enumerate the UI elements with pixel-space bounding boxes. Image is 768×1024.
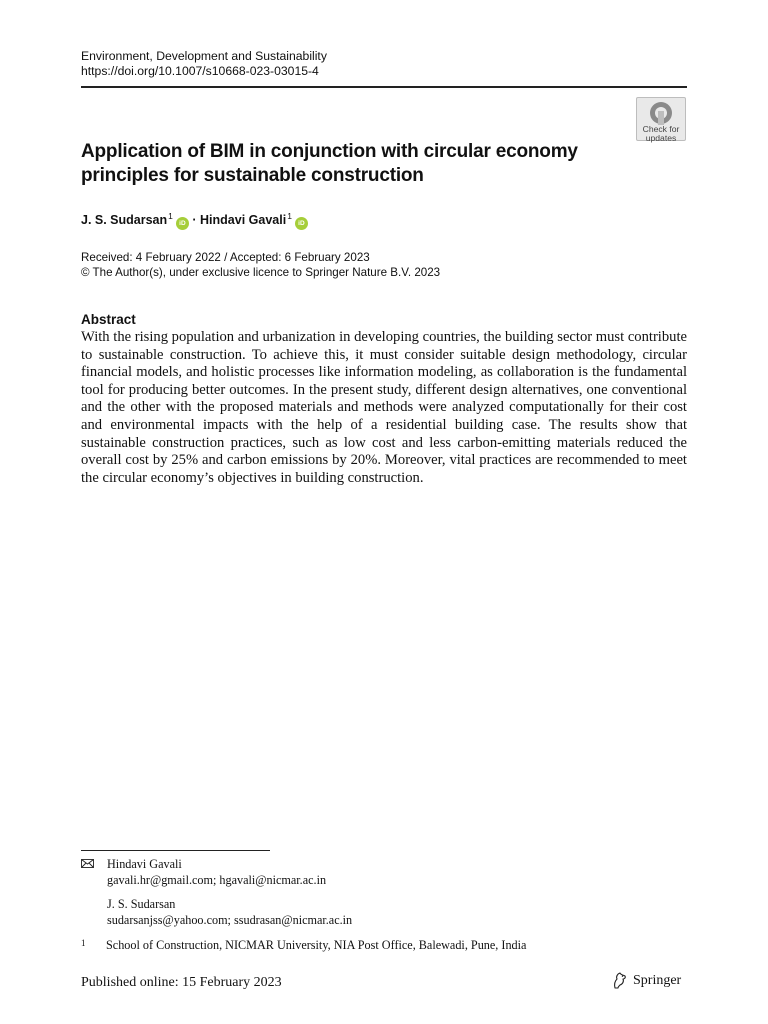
paper-title: Application of BIM in conjunction with circular economy principles for sustainable construction xyxy=(81,141,578,186)
author-affiliation-mark: 1 xyxy=(168,211,173,221)
doi-link[interactable]: https://doi.org/10.1007/s10668-023-03015-4 xyxy=(81,64,319,78)
correspondence-name: Hindavi Gavali xyxy=(107,857,182,871)
check-for-updates-badge[interactable] xyxy=(636,97,686,141)
abstract-text: With the rising population and urbanization in developing countries, the building sector must contribute to sustainable construction. To achieve this, it must consider suitable design methodology, circular financial models, and holistic processes like information modeling, as collaboration is the fundamental tool for producing better outcomes. In the present study, different design alternatives, one conventional and the other with the proposed materials and methods were analyzed computationally for their cost and environmental impacts with the help of a residential building case. The results show that sustainable construction practices, such as low cost and less carbon-emitting materials reduced the overall cost by 25% and carbon emissions by 20%. Moreover, vital practices are recommended to meet the circular economy’s objectives in building construction. xyxy=(81,329,687,486)
received-accepted-dates: Received: 4 February 2022 / Accepted: 6 February 2023 xyxy=(81,251,370,264)
correspondence-name: J. S. Sudarsan xyxy=(107,897,176,911)
crossmark-icon xyxy=(647,101,675,125)
orcid-icon[interactable]: iD xyxy=(176,217,189,230)
springer-horse-icon xyxy=(611,972,629,989)
author-affiliation-mark: 1 xyxy=(287,211,292,221)
abstract-heading: Abstract xyxy=(81,312,136,327)
footnote-divider xyxy=(81,850,270,851)
envelope-icon xyxy=(81,859,94,868)
journal-header xyxy=(81,49,327,79)
author-name[interactable]: J. S. Sudarsan xyxy=(81,213,168,227)
header-divider xyxy=(81,86,687,88)
author-name[interactable]: Hindavi Gavali xyxy=(200,213,287,227)
orcid-icon[interactable]: iD xyxy=(295,217,308,230)
springer-logo xyxy=(611,972,681,989)
affiliation-text: School of Construction, NICMAR University, NIA Post Office, Balewadi, Pune, India xyxy=(106,938,527,952)
affiliation-number: 1 xyxy=(81,938,86,948)
correspondence-emails[interactable]: sudarsanjss@yahoo.com; ssudrasan@nicmar.ac.in xyxy=(107,913,353,927)
badge-text-line1: Check for xyxy=(642,124,680,134)
author-list xyxy=(81,207,308,230)
published-online: Published online: 15 February 2023 xyxy=(81,975,282,990)
publisher-name: Springer xyxy=(633,972,682,988)
correspondence-block xyxy=(81,856,352,928)
affiliation-footnote xyxy=(81,935,526,953)
correspondence-emails[interactable]: gavali.hr@gmail.com; hgavali@nicmar.ac.in xyxy=(107,873,327,887)
copyright-notice: © The Author(s), under exclusive licence to Springer Nature B.V. 2023 xyxy=(81,266,441,279)
author-separator: · xyxy=(192,213,197,227)
badge-text-line2: updates xyxy=(645,133,677,143)
corresponding-author xyxy=(81,856,352,888)
journal-name: Environment, Development and Sustainability xyxy=(81,49,327,63)
coauthor-contact xyxy=(81,896,352,928)
publication-history xyxy=(81,250,440,280)
